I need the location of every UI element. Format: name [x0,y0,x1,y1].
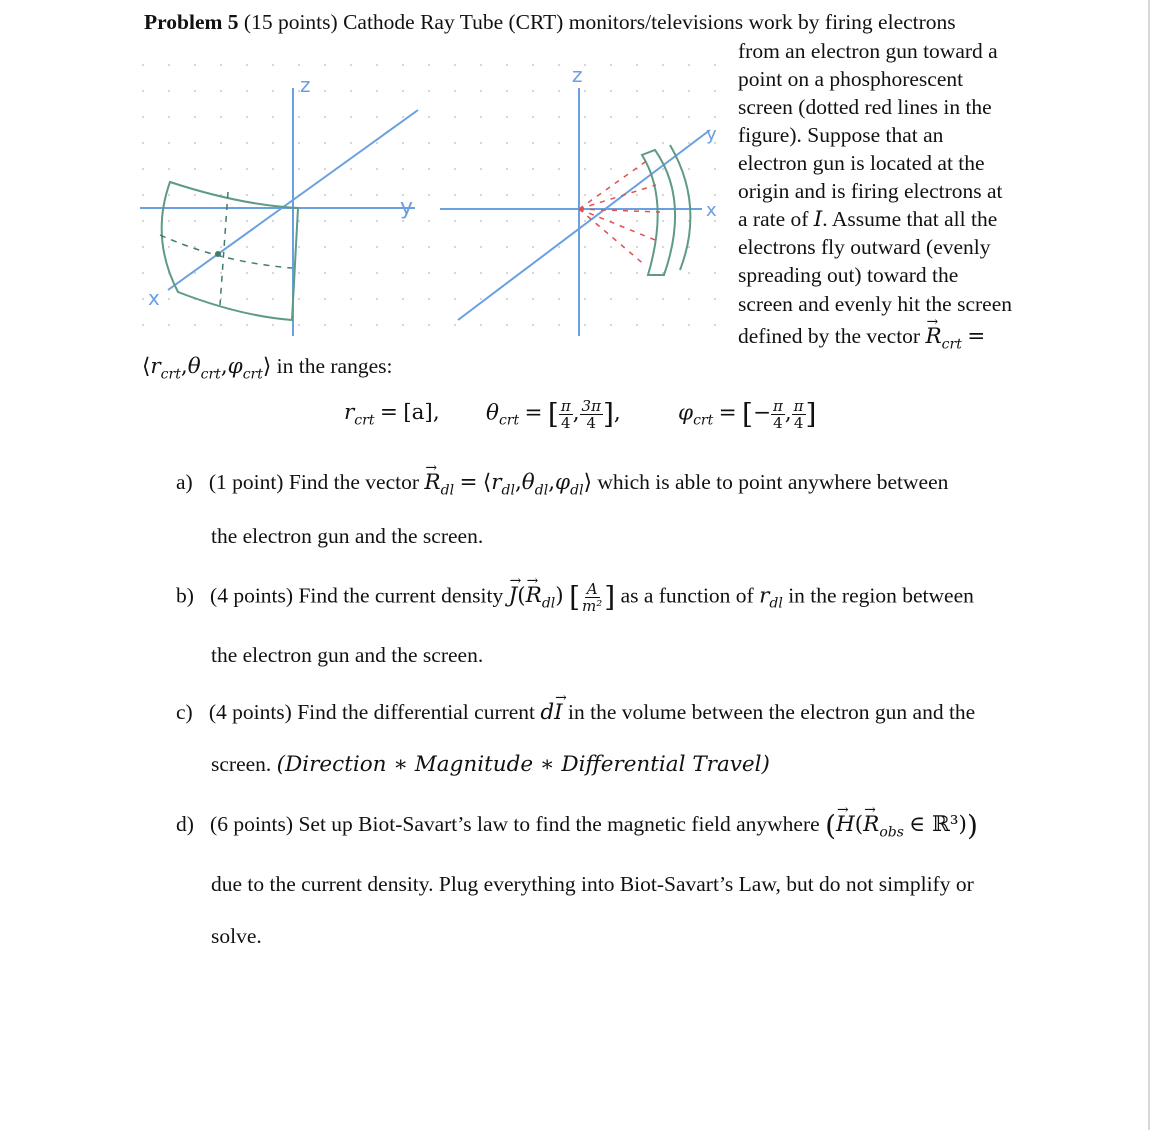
part-d-cont: due to the current density. Plug everything into Biot-Savart’s Law, but do not simplify or [211,872,974,896]
intro-line: electron gun is located at the [738,151,985,175]
label-y-left: y [400,195,414,220]
part-c-cont: screen. (Direction ∗ Magnitude ∗ Differential Travel) [211,752,770,777]
part-d-cont2: solve. [211,924,262,948]
intro-text: a rate of [738,207,814,231]
label-z-right: z [572,63,583,87]
part-a: a) (1 point) Find the vector → $R_{dl}$ = $⟨r_{dl},\theta_{dl},\varphi_{dl}⟩$ which is able to point anywhere between [176,468,948,504]
intro-line: point on a phosphorescent [738,67,964,91]
problem-intro-first-line: Cathode Ray Tube (CRT) monitors/televisions work by firing electrons [343,10,956,34]
vector-r-crt: → R [925,323,941,351]
rate-tail: . Assume that all the [822,207,998,231]
part-d: d) (6 points) Set up Biot-Savart’s law to find the magnetic field anywhere (→ $H(\to R_{obs}$ ∈ ℝ³)) [176,810,978,846]
intro-text: defined by the vector [738,324,926,348]
intro-line: spreading out) toward the [738,263,959,287]
sym-r: r [150,354,161,379]
part-c: c) (4 points) Find the differential current d→ I in the volume between the electron gun and the [176,698,975,727]
label-x-right: x [706,200,717,221]
intro-line: screen (dotted red lines in the [738,95,992,119]
label-x-left: x [148,286,160,310]
rate-symbol: I [813,207,823,232]
part-b-cont: the electron gun and the screen. [211,643,484,667]
intro-line: electrons fly outward (evenly [738,235,991,259]
label-y-right: y [706,124,717,145]
part-a-cont: the electron gun and the screen. [211,524,484,548]
part-b: b) (4 points) Find the current density → $J(\to R_{dl})$ [ $\frac{A}{\text{m²}}$ ] as a function of $r_{dl}$ in the region between [176,581,974,618]
intro-line: origin and is firing electrons at [738,179,1003,203]
problem-points: (15 points) [243,10,338,34]
tuple-suffix: in the ranges: [271,354,393,378]
sub-crt: crt [941,336,962,353]
tuple-line: $⟨r_{crt},\theta_{crt},\varphi_{crt}⟩$ in the ranges: [142,354,393,383]
intro-line: defined by the vector → $R_{crt}$ = [738,322,985,358]
intro-line: figure). Suppose that an [738,123,944,147]
crt-figure [0,0,1170,360]
range-theta: $\theta_{crt}$ = [ $\frac{\pi}{4}$ , $\frac{3\pi}{4}$ ], [486,397,621,432]
intro-line: from an electron gun toward a [738,39,998,63]
sym-theta: θ [187,354,201,379]
range-r: $r_{crt} = [a]$, [344,400,440,429]
dot-grid [140,42,730,342]
label-z-left: z [300,73,311,97]
problem-heading: Problem 5 [144,10,239,34]
intro-line: screen and evenly hit the screen [738,292,1012,316]
range-phi: $\varphi_{crt}$ = [− $\frac{\pi}{4}$ , $\frac{\pi}{4}$ ] [678,397,817,432]
sym-phi: φ [227,354,243,379]
